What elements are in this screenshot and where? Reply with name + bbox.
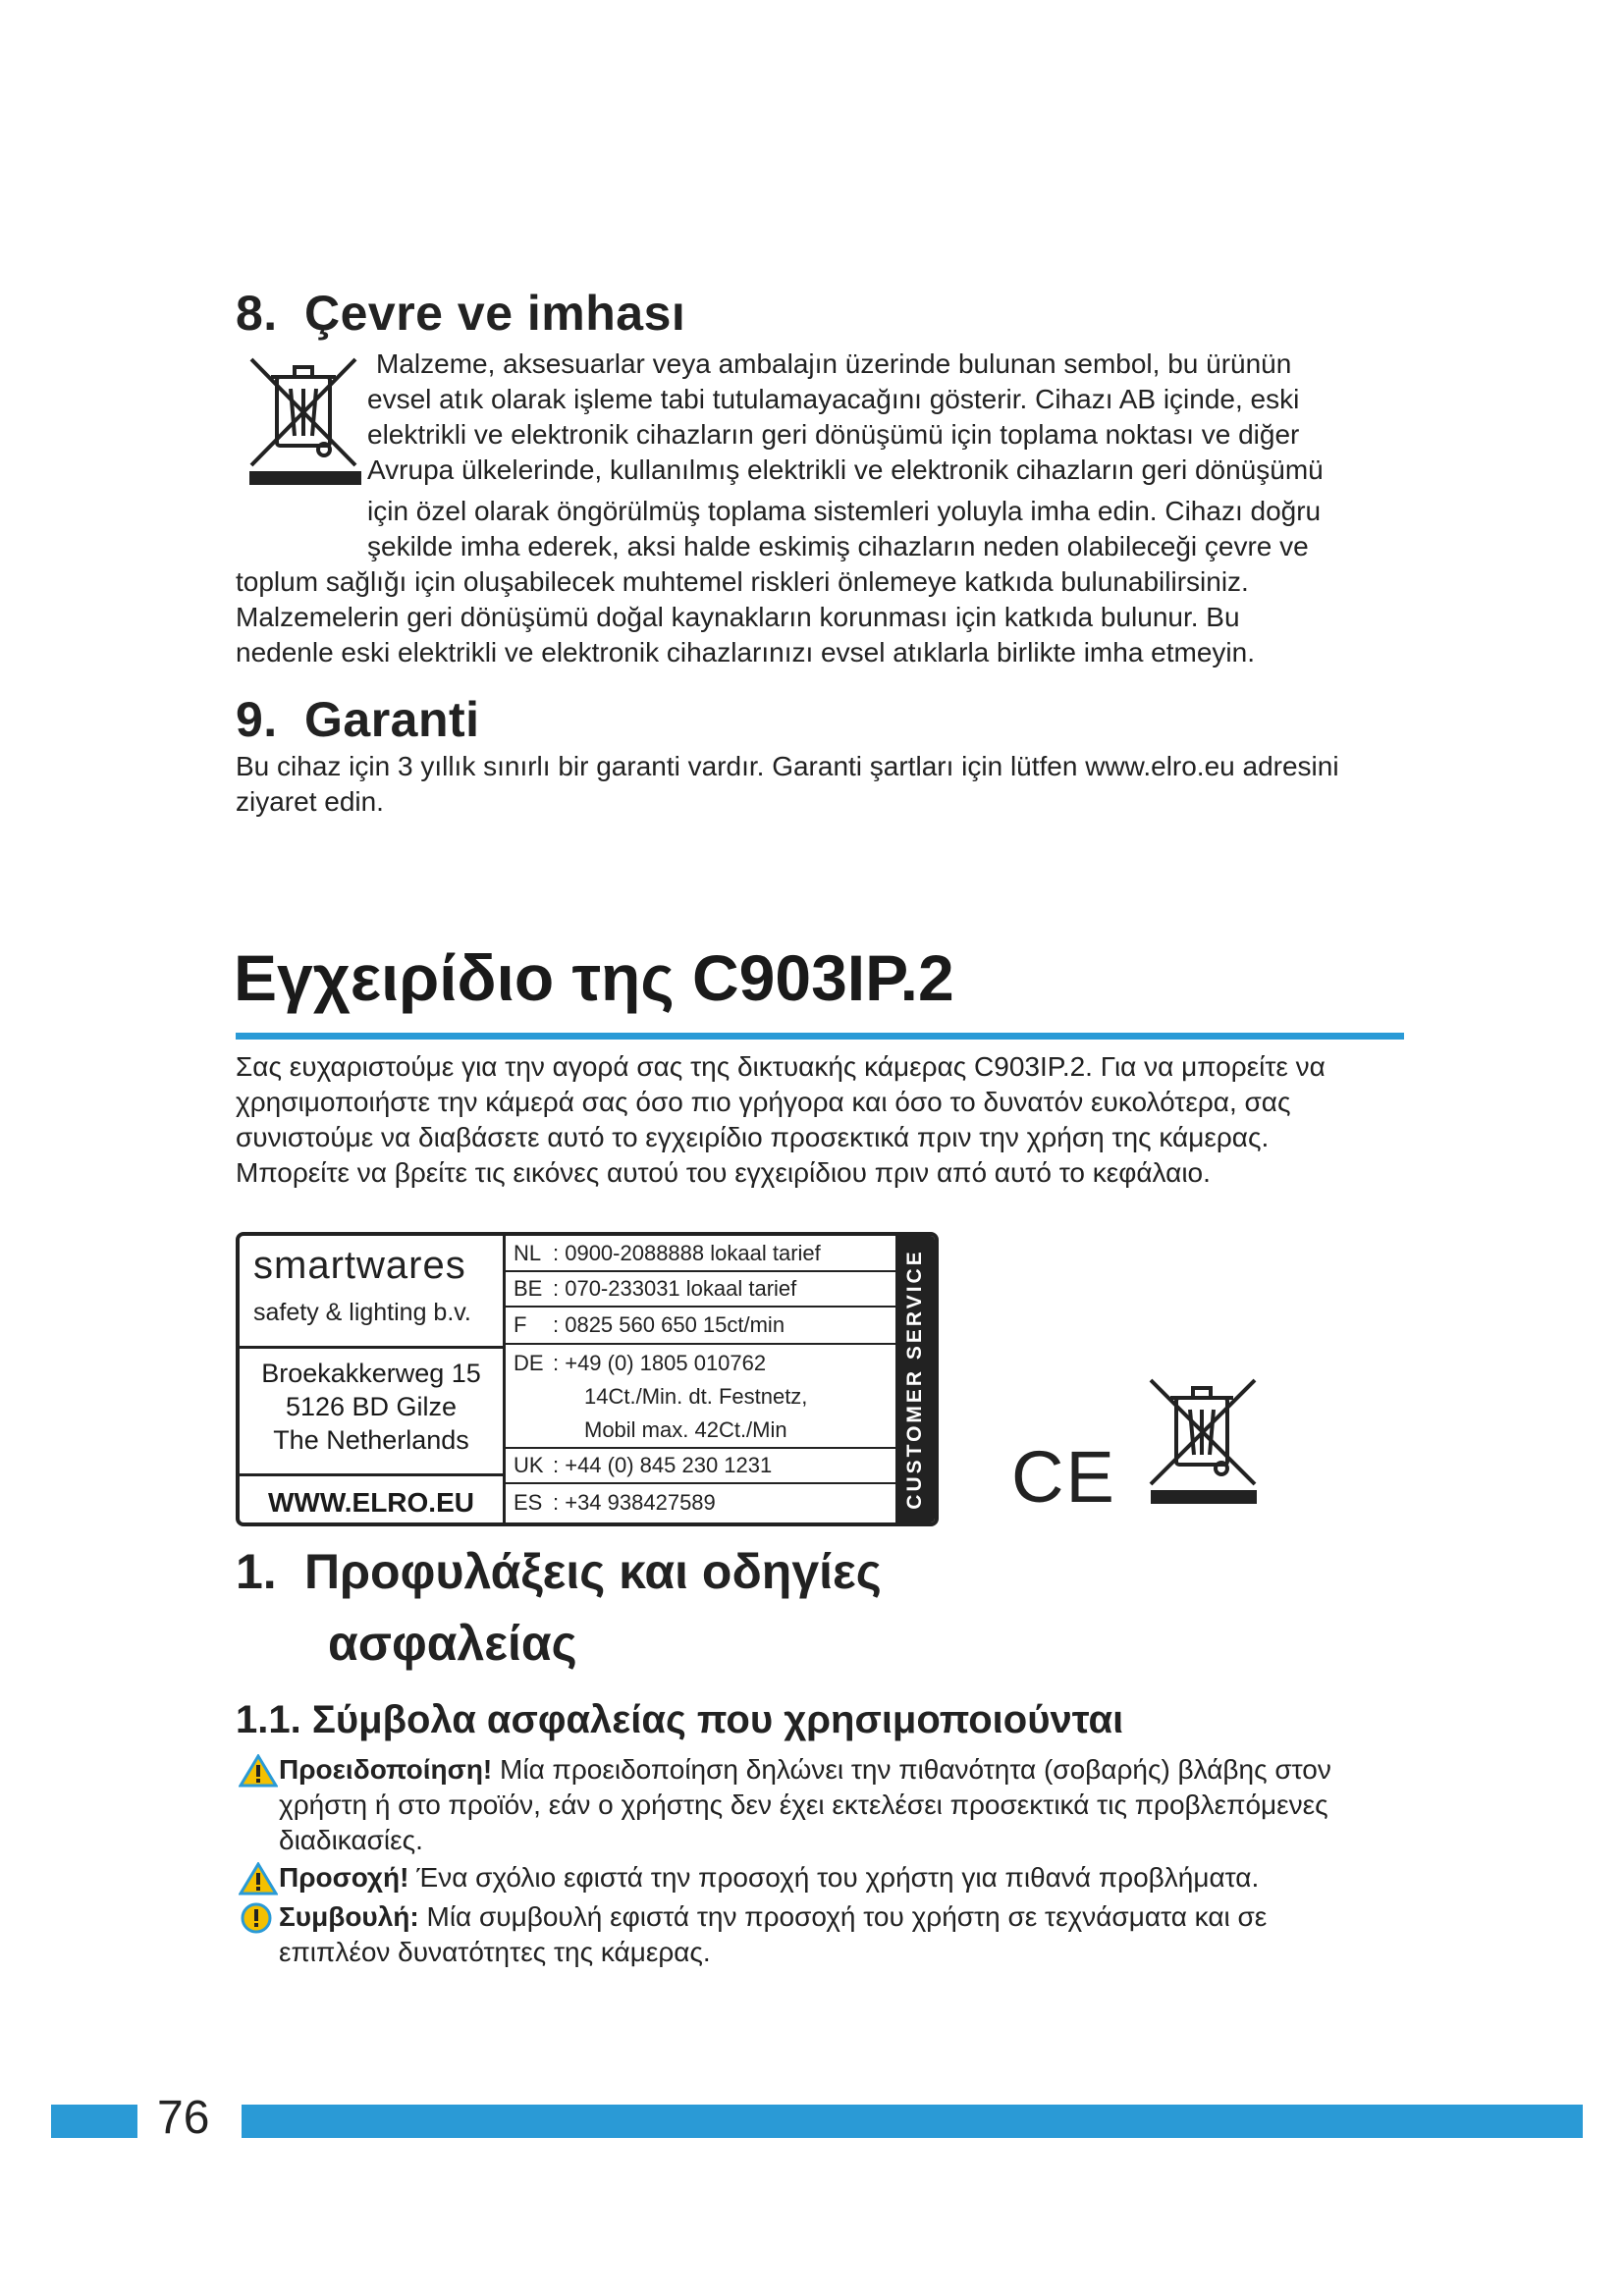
caution-triangle-icon [239,1862,278,1896]
weee-recycling-icon [1147,1376,1261,1506]
section-1-heading: 1. Προφυλάξεις και οδηγίες [236,1544,882,1599]
company-website: WWW.ELRO.EU [268,1487,474,1518]
section-1-1-heading: 1.1. Σύμβολα ασφαλείας που χρησιμοποιούνται [236,1698,1124,1741]
section-1-heading-cont: ασφαλείας [328,1616,577,1671]
footer-bar-right [242,2105,1583,2138]
tip-info-icon [240,1901,273,1935]
manual-title: Εγχειρίδιο της C903IP.2 [234,941,954,1014]
warning-triangle-icon [239,1754,278,1788]
card-company-column [240,1236,506,1522]
phone-row: BE : 070-233031 lokaal tarief [506,1272,898,1308]
phone-row: UK : +44 (0) 845 230 1231 [506,1449,898,1484]
footer-bar-left [51,2105,137,2138]
customer-service-card [236,1232,939,1526]
card-brand-block [240,1236,503,1349]
customer-service-tab: CUSTOMER SERVICE [895,1236,935,1522]
ce-mark: CE [1011,1436,1116,1518]
warning-text: Προειδοποίηση! Μία προειδοποίηση δηλώνει την πιθανότητα (σοβαρής) βλάβης στον [279,1754,1331,1785]
company-address: Broekakkerweg 15 5126 BD Gilze The Netherlands [240,1349,503,1476]
caution-text: Προσοχή! Ένα σχόλιο εφιστά την προσοχή του χρήστη για πιθανά προβλήματα. [279,1862,1260,1893]
phone-row: NL : 0900-2088888 lokaal tarief [506,1236,898,1272]
brand-name: smartwares [253,1244,466,1287]
card-phone-column [506,1236,898,1522]
brand-subtitle: safety & lighting b.v. [253,1299,471,1326]
section-9-heading: 9. Garanti [236,692,480,747]
phone-row: DE : +49 (0) 1805 010762 14Ct./Min. dt. Festnetz, Mobil max. 42Ct./Min [506,1345,898,1449]
title-divider [236,1033,1404,1040]
phone-row: F : 0825 560 650 15ct/min [506,1308,898,1345]
weee-recycling-icon [245,355,365,487]
phone-row: ES : +34 938427589 [514,1490,716,1515]
page-number: 76 [157,2092,210,2144]
tip-text: Συμβουλή: Μία συμβουλή εφιστά την προσοχή του χρήστη σε τεχνάσματα και σε [279,1901,1268,1932]
section-8-heading: 8. Çevre ve imhası [236,286,686,341]
